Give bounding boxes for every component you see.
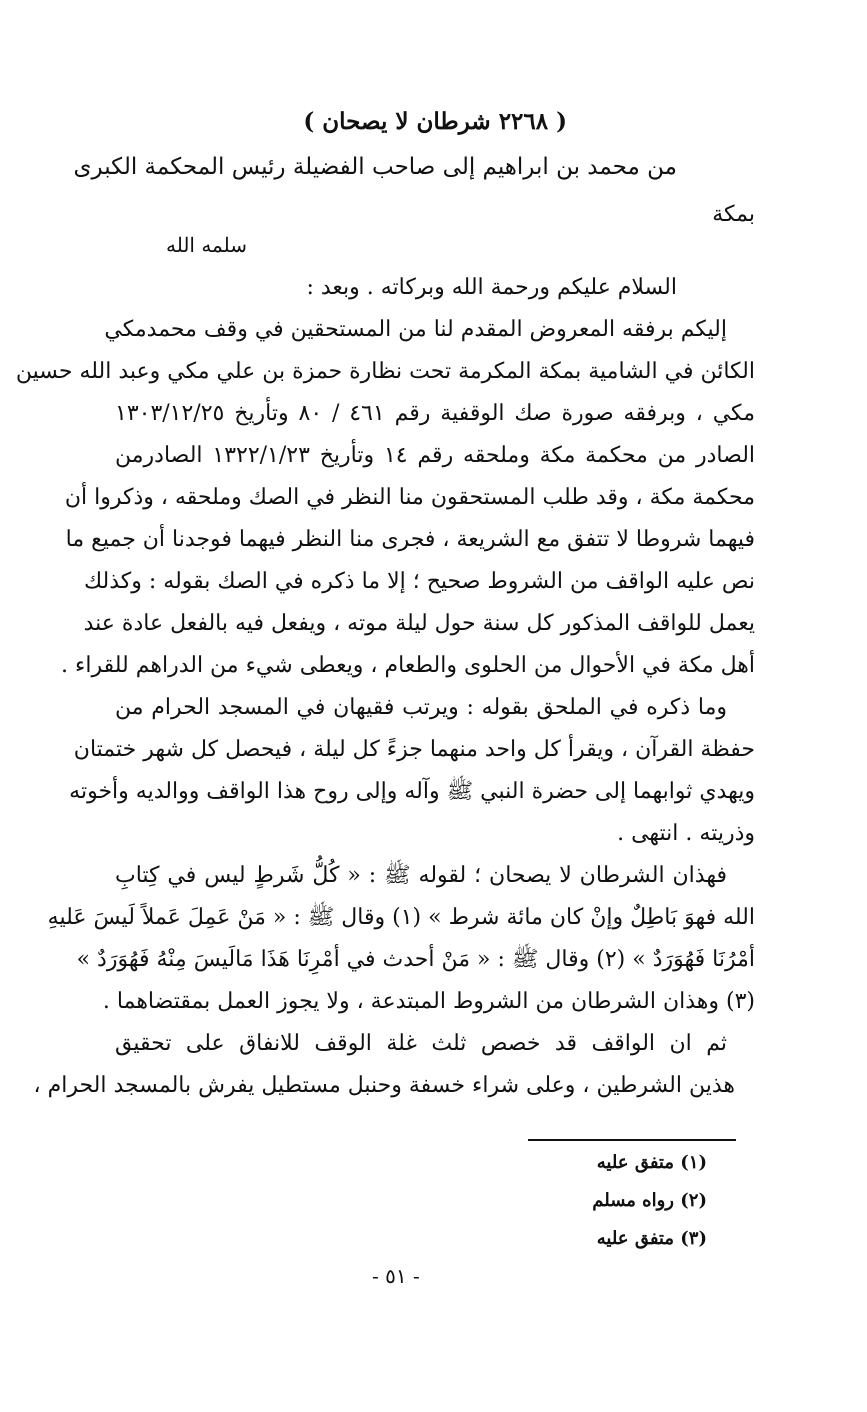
body-line: ويهدي ثوابهما إلى حضرة النبي ﷺ وآله وإلى روح هذا الواقف ووالديه وأخوته xyxy=(69,779,755,804)
body-line: إليكم برفقه المعروض المقدم لنا من المستحقين في وقف محمدمكي xyxy=(104,317,727,342)
footnote: (٢) رواه مسلم xyxy=(592,1190,707,1211)
body-line: وذريته . انتهى . xyxy=(617,821,755,846)
page-number: - ٥١ - xyxy=(372,1264,420,1288)
body-line: فهذان الشرطان لا يصحان ؛ لقوله ﷺ : « كُلُّ شَرطٍ ليس في كِتابِ xyxy=(115,863,727,888)
body-line: أهل مكة في الأحوال من الحلوى والطعام ، ويعطى شيء من الدراهم للقراء . xyxy=(61,653,755,678)
letter-header-city: بمكة xyxy=(712,202,755,227)
footnote: (٣) متفق عليه xyxy=(596,1228,707,1249)
body-line: مكي ، وبرفقه صورة صك الوقفية رقم ٤٦١ / ٨٠ وتأريخ ١٣٠٣/١٢/٢٥ xyxy=(115,401,755,426)
footnote: (١) متفق عليه xyxy=(596,1152,707,1173)
body-line: وما ذكره في الملحق بقوله : ويرتب فقيهان في المسجد الحرام من xyxy=(115,695,727,720)
body-line: هذين الشرطين ، وعلى شراء خسفة وحنبل مستطيل يفرش بالمسجد الحرام ، xyxy=(33,1073,735,1098)
body-line: نص عليه الواقف من الشروط صحيح ؛ إلا ما ذكره في الصك بقوله : وكذلك xyxy=(84,569,755,594)
body-line: محكمة مكة ، وقد طلب المستحقون منا النظر في الصك وملحقه ، وذكروا أن xyxy=(64,485,755,510)
body-line: الكائن في الشامية بمكة المكرمة تحت نظارة حمزة بن علي مكي وعبد الله حسين xyxy=(15,359,755,384)
body-line: ثم ان الواقف قد خصص ثلث غلة الوقف للانفاق على تحقيق xyxy=(115,1031,727,1056)
salutation-right: سلمه الله xyxy=(165,233,247,257)
body-line: الصادر من محكمة مكة وملحقه رقم ١٤ وتأريخ ١٣٢٢/١/٢٣ الصادرمن xyxy=(115,443,756,468)
body-line: حفظة القرآن ، ويقرأ كل واحد منهما جزءً كل ليلة ، فيحصل كل شهر ختمتان xyxy=(73,737,755,762)
body-line: فيهما شروطا لا تتفق مع الشريعة ، فجرى منا النظر فيهما فوجدنا أن جميع ما xyxy=(65,527,755,552)
body-line: أمْرُنَا فَهُوَرَدٌ » (٢) وقال ﷺ : « مَنْ أحدث في أمْرِنَا هَذَا مَالَيسَ مِنْهُ فَهُوَرَدٌ » xyxy=(76,947,755,972)
footnote-divider xyxy=(528,1139,736,1141)
body-line: يعمل للواقف المذكور كل سنة حول ليلة موته ، ويفعل فيه بالفعل عادة عند xyxy=(83,611,755,636)
body-line: (٣) وهذان الشرطان من الشروط المبتدعة ، ولا يجوز العمل بمقتضاهما . xyxy=(102,989,755,1014)
letter-header-line: من محمد بن ابراهيم إلى صاحب الفضيلة رئيس المحكمة الكبرى xyxy=(73,154,677,180)
body-line: الله فهوَ بَاطِلٌ وإنْ كان مائة شرط » (١) وقال ﷺ : « مَنْ عَمِلَ عَملاً لَيسَ عَليهِ xyxy=(47,905,755,930)
letter-title: ( ٢٢٦٨ شرطان لا يصحان ) xyxy=(303,108,567,135)
body-line: السلام عليكم ورحمة الله وبركاته . وبعد : xyxy=(306,275,677,300)
